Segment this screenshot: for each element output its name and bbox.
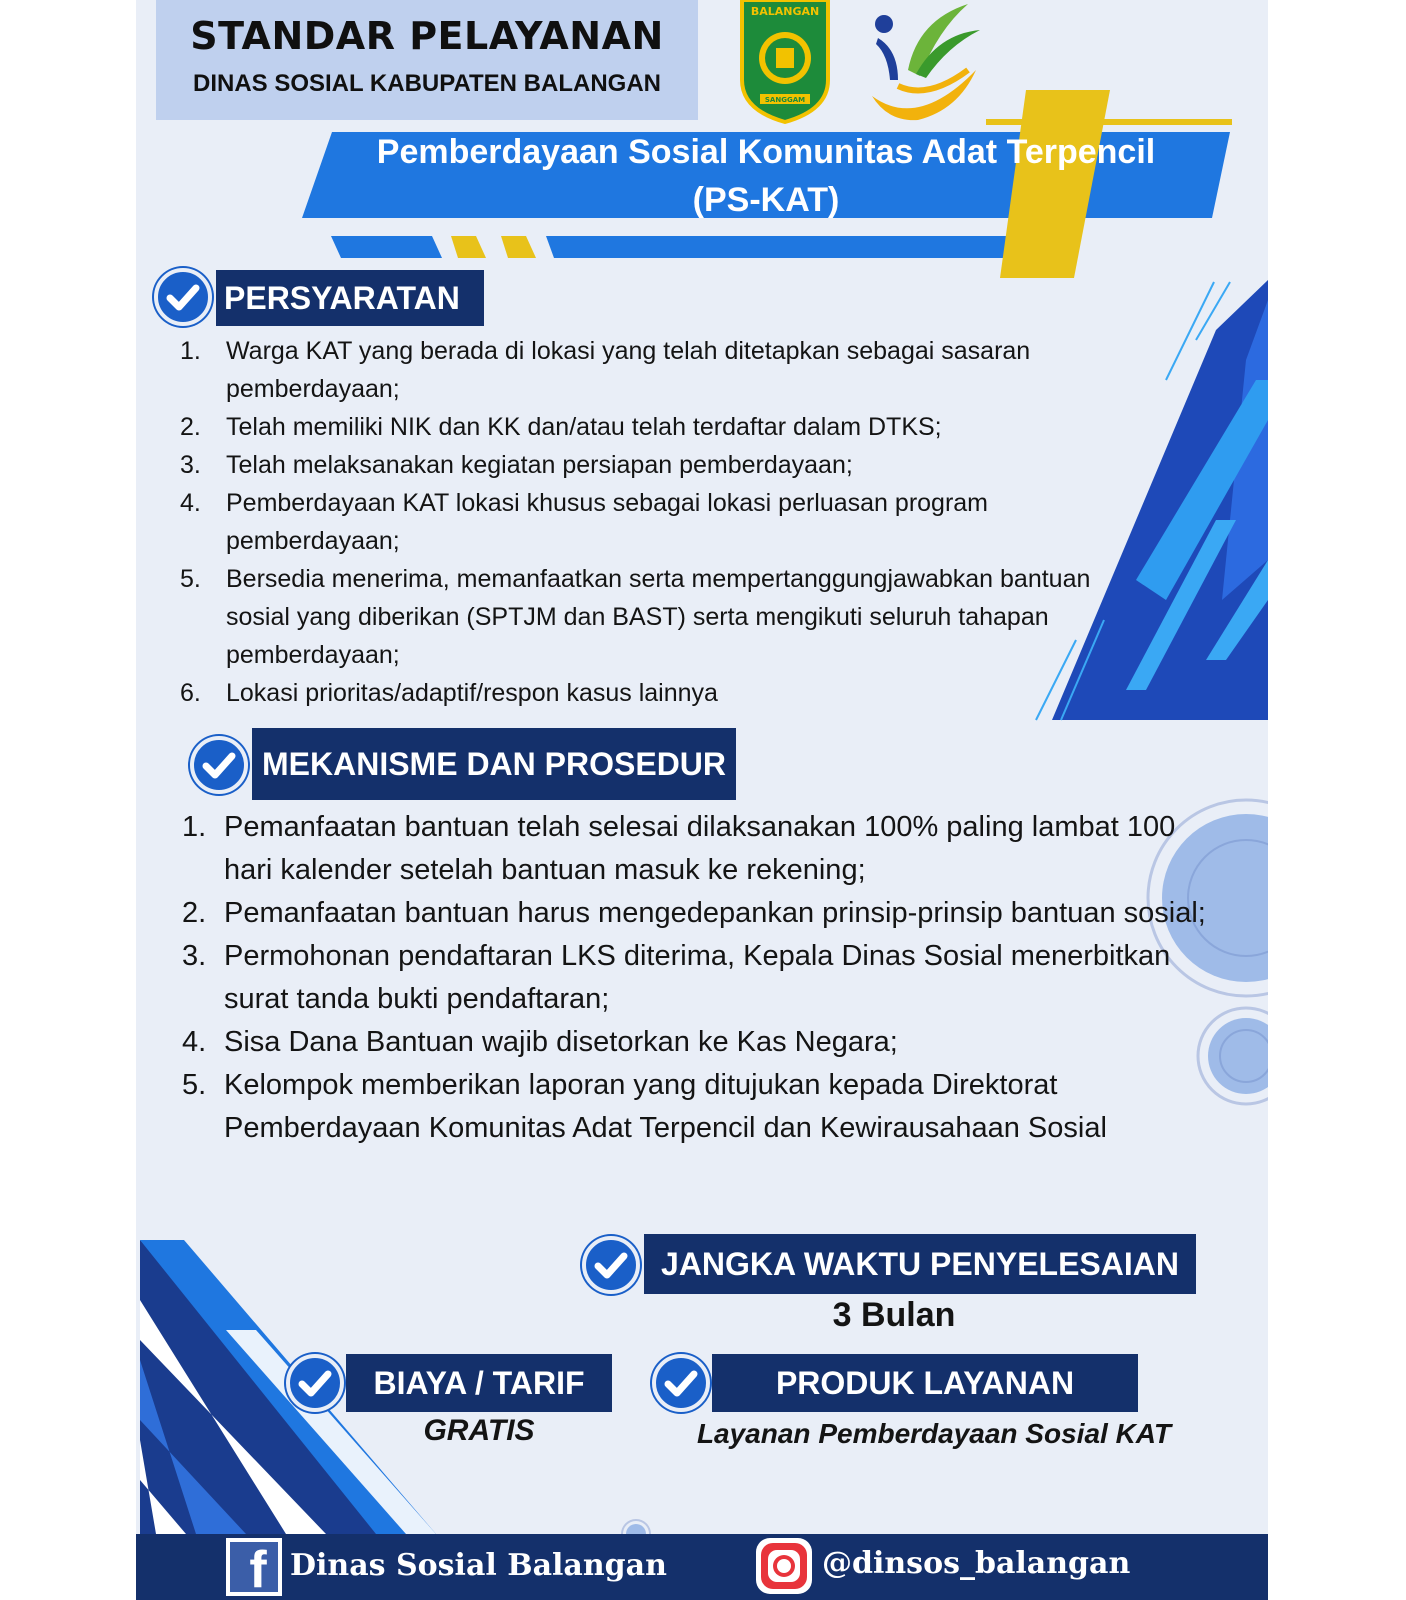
mekanisme-heading: MEKANISME DAN PROSEDUR xyxy=(252,728,736,800)
mekanisme-list xyxy=(182,806,1222,1150)
mekanisme-item xyxy=(182,935,1222,1021)
banner-line-2: (PS-KAT) xyxy=(692,181,840,219)
jangka-waktu-heading: JANGKA WAKTU PENYELESAIAN xyxy=(644,1234,1196,1294)
mekanisme-item xyxy=(182,806,1222,892)
persyaratan-heading: PERSYARATAN xyxy=(216,270,484,326)
produk-value: Layanan Pemberdayaan Sosial KAT xyxy=(696,1418,1172,1449)
logo-ribbon: SANGGAM xyxy=(764,96,806,104)
mekanisme-item-number: 1. xyxy=(182,811,207,843)
persyaratan-item-text: Pemberdayaan KAT lokasi khusus sebagai lokasi perluasan program pemberdayaan; xyxy=(226,489,988,555)
mekanisme-item-text: Pemanfaatan bantuan telah selesai dilaksanakan 100% paling lambat 100 hari kalender setelah bantuan masuk ke rekening; xyxy=(224,811,1176,886)
persyaratan-item xyxy=(180,484,1100,560)
banner-line-1: Pemberdayaan Sosial Komunitas Adat Terpencil xyxy=(376,133,1156,171)
mekanisme-item-number: 2. xyxy=(182,897,207,929)
persyaratan-item-number: 6. xyxy=(180,679,201,707)
page-subtitle: DINAS SOSIAL KABUPATEN BALANGAN xyxy=(192,70,661,97)
banner-title xyxy=(296,128,1236,224)
persyaratan-item xyxy=(180,332,1100,408)
mekanisme-item xyxy=(182,1064,1222,1150)
jangka-waktu-check-icon xyxy=(582,1236,640,1294)
biaya-check-icon xyxy=(286,1354,344,1412)
persyaratan-check-icon xyxy=(154,268,212,326)
persyaratan-item-text: Telah memiliki NIK dan KK dan/atau telah terdaftar dalam DTKS; xyxy=(226,413,942,441)
produk-heading: PRODUK LAYANAN xyxy=(712,1354,1138,1412)
persyaratan-item-number: 1. xyxy=(180,337,201,365)
logo-text: BALANGAN xyxy=(750,5,820,18)
mekanisme-item xyxy=(182,892,1222,935)
persyaratan-list xyxy=(180,332,1100,712)
persyaratan-item-text: Telah melaksanakan kegiatan persiapan pemberdayaan; xyxy=(226,451,853,479)
mekanisme-item-number: 3. xyxy=(182,940,207,972)
biaya-heading: BIAYA / TARIF xyxy=(346,1354,612,1412)
instagram-handle[interactable]: @dinsos_balangan xyxy=(822,1546,1131,1581)
biaya-value: GRATIS xyxy=(423,1414,535,1447)
jangka-waktu-value: 3 Bulan xyxy=(832,1296,956,1334)
persyaratan-item xyxy=(180,446,1100,484)
produk-check-icon xyxy=(652,1354,710,1412)
persyaratan-item-number: 3. xyxy=(180,451,201,479)
mekanisme-item-text: Permohonan pendaftaran LKS diterima, Kepala Dinas Sosial menerbitkan surat tanda bukti pendaftaran; xyxy=(224,940,1171,1015)
persyaratan-item-number: 5. xyxy=(180,565,201,593)
poster xyxy=(136,0,1268,1600)
persyaratan-item-number: 4. xyxy=(180,489,201,517)
facebook-icon[interactable]: f xyxy=(226,1538,282,1596)
persyaratan-item-text: Warga KAT yang berada di lokasi yang telah ditetapkan sebagai sasaran pemberdayaan; xyxy=(226,337,1031,403)
persyaratan-item xyxy=(180,674,1100,712)
persyaratan-item-text: Lokasi prioritas/adaptif/respon kasus lainnya xyxy=(226,679,718,707)
mekanisme-item-text: Pemanfaatan bantuan harus mengedepankan prinsip-prinsip bantuan sosial; xyxy=(224,897,1206,929)
mekanisme-item-number: 4. xyxy=(182,1026,207,1058)
mekanisme-check-icon xyxy=(190,736,248,794)
footer xyxy=(136,1534,1268,1600)
persyaratan-item-text: Bersedia menerima, memanfaatkan serta mempertanggungjawabkan bantuan sosial yang diberikan (SPTJM dan BAST) serta mengikuti seluruh tahapan pemberdayaan; xyxy=(226,565,1091,669)
instagram-icon[interactable] xyxy=(756,1538,812,1594)
persyaratan-item xyxy=(180,560,1100,674)
mekanisme-item-text: Sisa Dana Bantuan wajib disetorkan ke Kas Negara; xyxy=(224,1026,898,1058)
mekanisme-item-number: 5. xyxy=(182,1069,207,1101)
page-title: STANDAR PELAYANAN xyxy=(190,14,664,58)
facebook-handle[interactable]: Dinas Sosial Balangan xyxy=(290,1548,667,1583)
persyaratan-item xyxy=(180,408,1100,446)
mekanisme-item-text: Kelompok memberikan laporan yang ditujukan kepada Direktorat Pemberdayaan Komunitas Adat Terpencil dan Kewirausahaan Sosial xyxy=(224,1069,1107,1144)
mekanisme-item xyxy=(182,1021,1222,1064)
persyaratan-item-number: 2. xyxy=(180,413,201,441)
